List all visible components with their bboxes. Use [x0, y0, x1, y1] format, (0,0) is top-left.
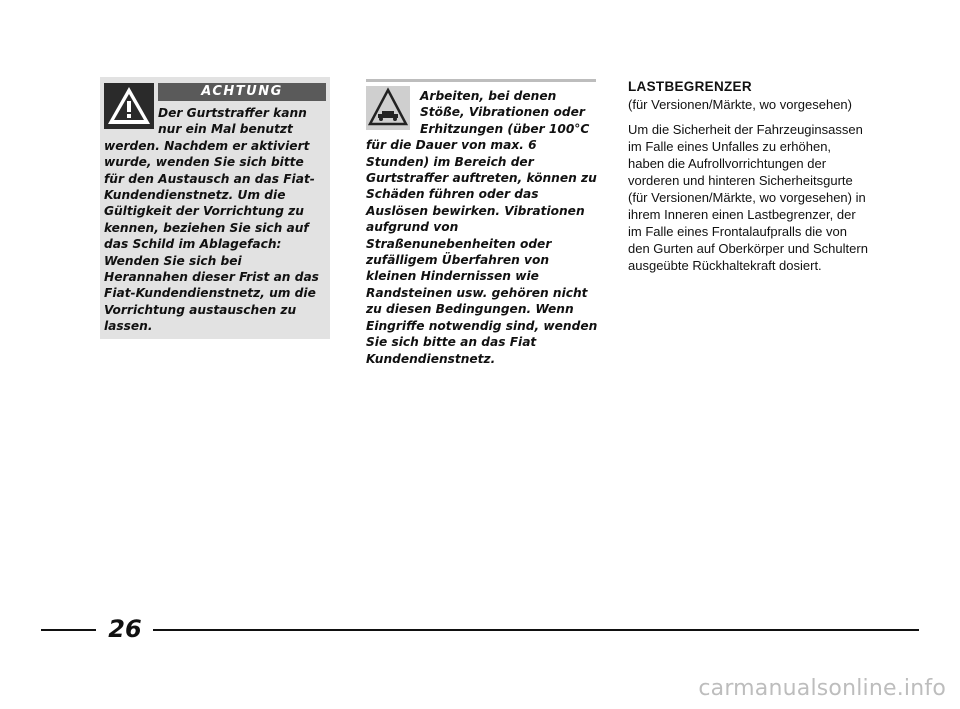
warning-text-block	[104, 105, 326, 335]
warning-text: Der Gurtstraffer kann nur ein Mal benutzt werden. Nachdem er aktiviert wurde, wenden Sie sich bitte für den Austausch an das Fiat-Kundendienstnetz. Um die Gültigkeit der Vorrichtung zu kennen, beziehen Sie sich auf das Schild im Ablagefach: Wenden Sie sich bei Herannahen dieser Frist an das Fiat-Kundendienstnetz, um die Vorrichtung austauschen zu lassen.	[104, 106, 319, 334]
warning-box	[100, 77, 330, 339]
watermark: carmanualsonline.info	[698, 676, 946, 701]
caution-text: Arbeiten, bei denen Stöße, Vibrationen oder Erhitzungen (über 100°C für die Dauer von max. 6 Stunden) im Bereich der Gurtstraffer auftreten, können zu Schäden führen oder das Auslösen bewirken. Vibrationen aufgrund von Straßenunebenheiten oder zufälligem Überfahren von kleinen Hindernissen wie Randsteinen usw. gehören nicht zu diesen Bedingungen. Wenn Eingriffe notwendig sind, wenden Sie sich bitte an das Fiat Kundendienstnetz.	[366, 89, 598, 366]
page-number: 26	[108, 615, 142, 643]
section-subheading: (für Versionen/Märkte, wo vorgesehen)	[628, 97, 852, 112]
section-heading: LASTBEGRENZER	[628, 79, 752, 94]
warning-header: ACHTUNG	[158, 83, 326, 101]
caution-text-block	[366, 88, 598, 367]
caution-top-rule	[366, 79, 596, 82]
footer-rule-left	[41, 629, 96, 631]
section-body: Um die Sicherheit der Fahrzeuginsassen im Falle eines Unfalles zu erhöhen, haben die Aufrollvorrichtungen der vorderen und hinteren Sicherheitsgurte (für Versionen/Märkte, wo vorgesehen) in ihrem Inneren einen Lastbegrenzer, der im Falle eines Frontalaufpralls die von den Gurten auf Oberkörper und Schultern ausgeübte Rückhaltekraft dosiert.	[628, 122, 868, 273]
footer-rule-right	[153, 629, 919, 631]
section-lastbegrenzer	[628, 78, 868, 274]
